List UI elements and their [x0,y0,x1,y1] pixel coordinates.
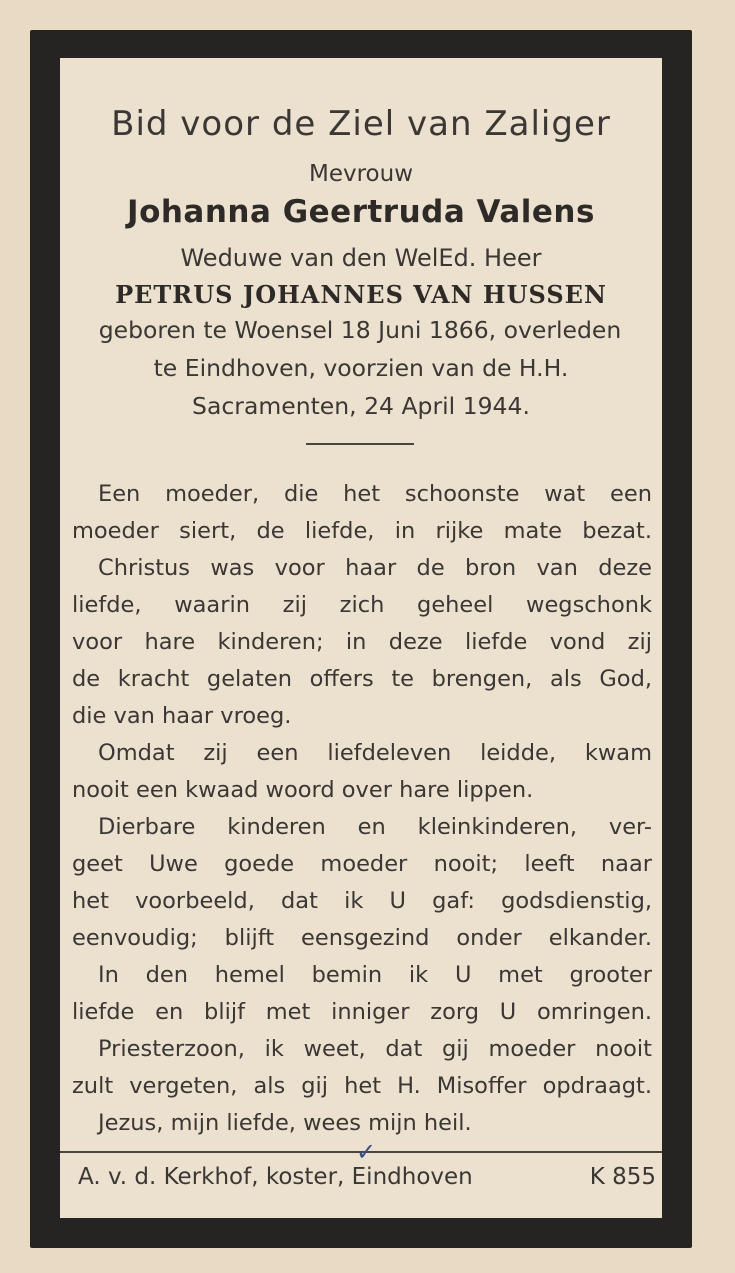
honorific: Mevrouw [308,161,414,187]
poem-line: Jezus, mijn liefde, wees mijn heil. [98,1110,472,1136]
poem-line: de kracht gelaten offers te brengen, als God, [72,666,652,692]
card-inner-panel [60,58,662,1218]
death-line: te Eindhoven, voorzien van de H.H. [153,354,569,382]
poem-line: liefde, waarin zij zich geheel wegschonk [72,592,652,618]
poem-line: Dierbare kinderen en kleinkinderen, ver- [98,814,652,840]
poem-line: het voorbeeld, dat ik U gaf: godsdienstig, [72,888,652,914]
poem-line: Christus was voor haar de bron van deze [98,555,652,581]
poem-line: Omdat zij een liefdeleven leidde, kwam [98,740,652,766]
poem-line: liefde en blijf met inniger zorg U omringen. [72,999,652,1025]
birth-line: geboren te Woensel 18 Juni 1866, overleden [98,316,622,344]
section-divider [306,443,414,445]
printer-credit: A. v. d. Kerkhof, koster, Eindhoven [78,1164,473,1190]
memorial-text [72,476,652,1142]
husband-name: PETRUS JOHANNES VAN HUSSEN [115,280,607,309]
card-code: K 855 [589,1164,656,1190]
poem-line: eenvoudig; blijft eensgezind onder elkander. [72,925,652,951]
poem-line: Een moeder, die het schoonste wat een [98,481,652,507]
poem-line: In den hemel bemin ik U met grooter [98,962,652,988]
poem-line: voor hare kinderen; in deze liefde vond zij [72,629,652,655]
deceased-name: Johanna Geertruda Valens [127,194,595,230]
check-mark-icon: ✓ [356,1138,377,1166]
poem-line: zult vergeten, als gij het H. Misoffer opdraagt. [72,1073,652,1099]
poem-line: nooit een kwaad woord over hare lippen. [72,777,534,803]
poem-line: moeder siert, de liefde, in rijke mate bezat. [72,518,652,544]
prayer-heading: Bid voor de Ziel van Zaliger [111,104,611,144]
poem-line: geet Uwe goede moeder nooit; leeft naar [72,851,652,877]
poem-line: Priesterzoon, ik weet, dat gij moeder nooit [98,1036,652,1062]
sacrament-line: Sacramenten, 24 April 1944. [192,392,530,420]
widow-of-line: Weduwe van den WelEd. Heer [180,244,542,272]
poem-line: die van haar vroeg. [72,703,292,729]
